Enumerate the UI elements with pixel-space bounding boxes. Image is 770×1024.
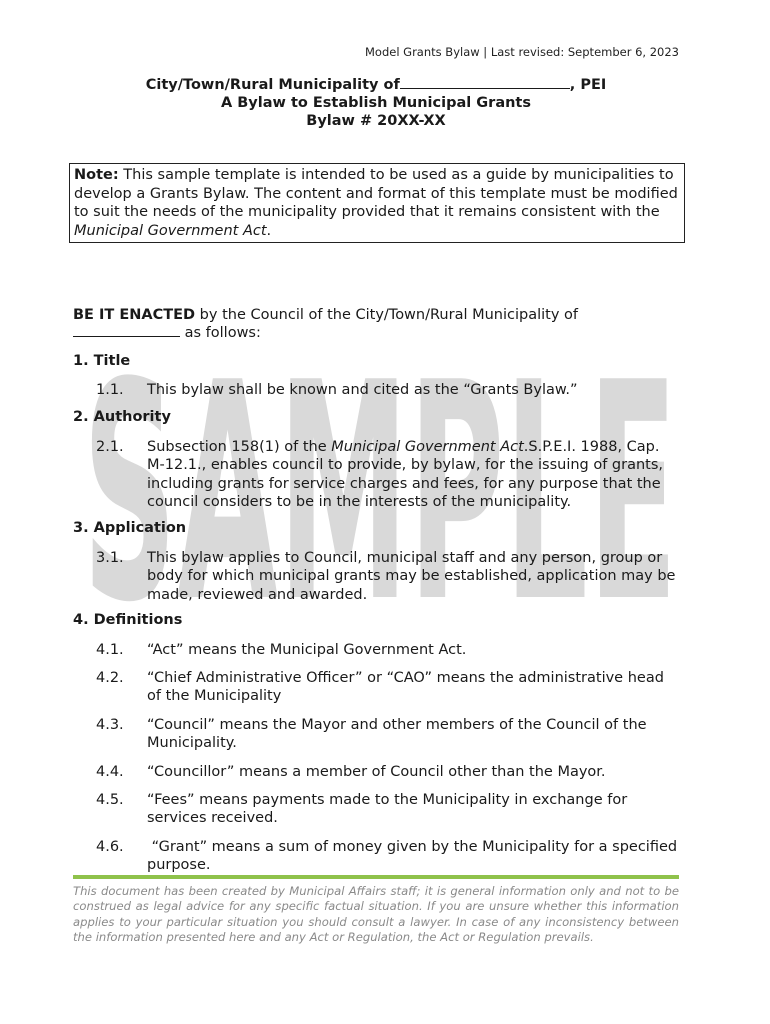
municipality-blank — [400, 76, 570, 89]
title-line-3: Bylaw # 20XX-XX — [306, 113, 446, 129]
section-heading-definitions: 4. Definitions — [73, 612, 183, 628]
section-heading-application: 3. Application — [73, 520, 187, 536]
item-number: 1.1. — [96, 382, 124, 398]
note-box — [69, 163, 685, 243]
item-text: “Council” means the Mayor and other members of the Council of the Municipality. — [147, 717, 647, 752]
footer-divider — [73, 875, 679, 879]
note-text-end: . — [266, 222, 272, 239]
enactment-blank — [73, 324, 180, 337]
title-prefix: City/Town/Rural Municipality of — [145, 77, 400, 93]
item-number: 4.2. — [96, 670, 124, 686]
item-text — [147, 438, 679, 511]
enactment-lead: BE IT ENACTED — [73, 307, 196, 323]
item-number: 4.5. — [96, 792, 124, 808]
title-line-1 — [73, 76, 679, 94]
item-number: 4.1. — [96, 642, 124, 658]
item-text-pre: Subsection 158(1) of the — [147, 439, 332, 455]
title-suffix: , PEI — [569, 77, 607, 93]
item-text: “Fees” means payments made to the Municipality in exchange for services received. — [147, 792, 628, 827]
item-number: 4.4. — [96, 764, 124, 780]
enactment-tail: as follows: — [180, 325, 261, 342]
item-number: 4.6. — [96, 839, 124, 855]
bylaw-title — [73, 76, 679, 130]
footer-disclaimer: This document has been created by Municipal Affairs staff; it is general information only and not to be construed as legal advice for any specific factual situation. If you are unsure whether this information applies to your particular situation you should consult a lawyer. In case of any inconsistency between the information presented here and any Act or Regulation, the Act or Regulation prevails. — [73, 884, 679, 945]
item-text: “Act” means the Municipal Government Act. — [147, 642, 467, 658]
item-number: 4.3. — [96, 717, 124, 733]
note-text: This sample template is intended to be used as a guide by municipalities to develop a Grants Bylaw. The content and format of this template must be modified to suit the needs of the municipality provided that it remains consistent with the — [74, 167, 678, 220]
item-text: “Grant” means a sum of money given by the Municipality for a specified purpose. — [147, 839, 682, 874]
item-text: “Chief Administrative Officer” or “CAO” means the administrative head of the Municipality — [147, 670, 664, 705]
revision-header: Model Grants Bylaw | Last revised: September 6, 2023 — [364, 45, 679, 59]
item-number: 2.1. — [96, 439, 124, 455]
section-heading-authority: 2. Authority — [73, 409, 171, 425]
title-line-2: A Bylaw to Establish Municipal Grants — [220, 95, 531, 111]
enactment-text: by the Council of the City/Town/Rural Municipality of — [195, 307, 579, 323]
section-heading-title: 1. Title — [73, 353, 131, 369]
item-text: “Councillor” means a member of Council other than the Mayor. — [147, 764, 606, 780]
item-text: This bylaw shall be known and cited as the “Grants Bylaw.” — [147, 382, 578, 398]
item-text-post: .S.P.E.I. 1988, Cap. M-12.1., enables council to provide, by bylaw, for the issuing of grants, including grants for service charges and fees, for any purpose that the council considers to be in the interests of the municipality. — [147, 439, 664, 510]
item-text: This bylaw applies to Council, municipal staff and any person, group or body for which municipal grants may be established, application may be made, reviewed and awarded. — [147, 550, 676, 603]
item-number: 3.1. — [96, 550, 124, 566]
item-act-name: Municipal Government Act — [331, 439, 524, 455]
note-label: Note: — [74, 167, 119, 183]
watermark-text: SAMPLE — [82, 335, 678, 615]
enactment-clause — [73, 306, 679, 343]
note-act-name: Municipal Government Act — [74, 222, 267, 239]
